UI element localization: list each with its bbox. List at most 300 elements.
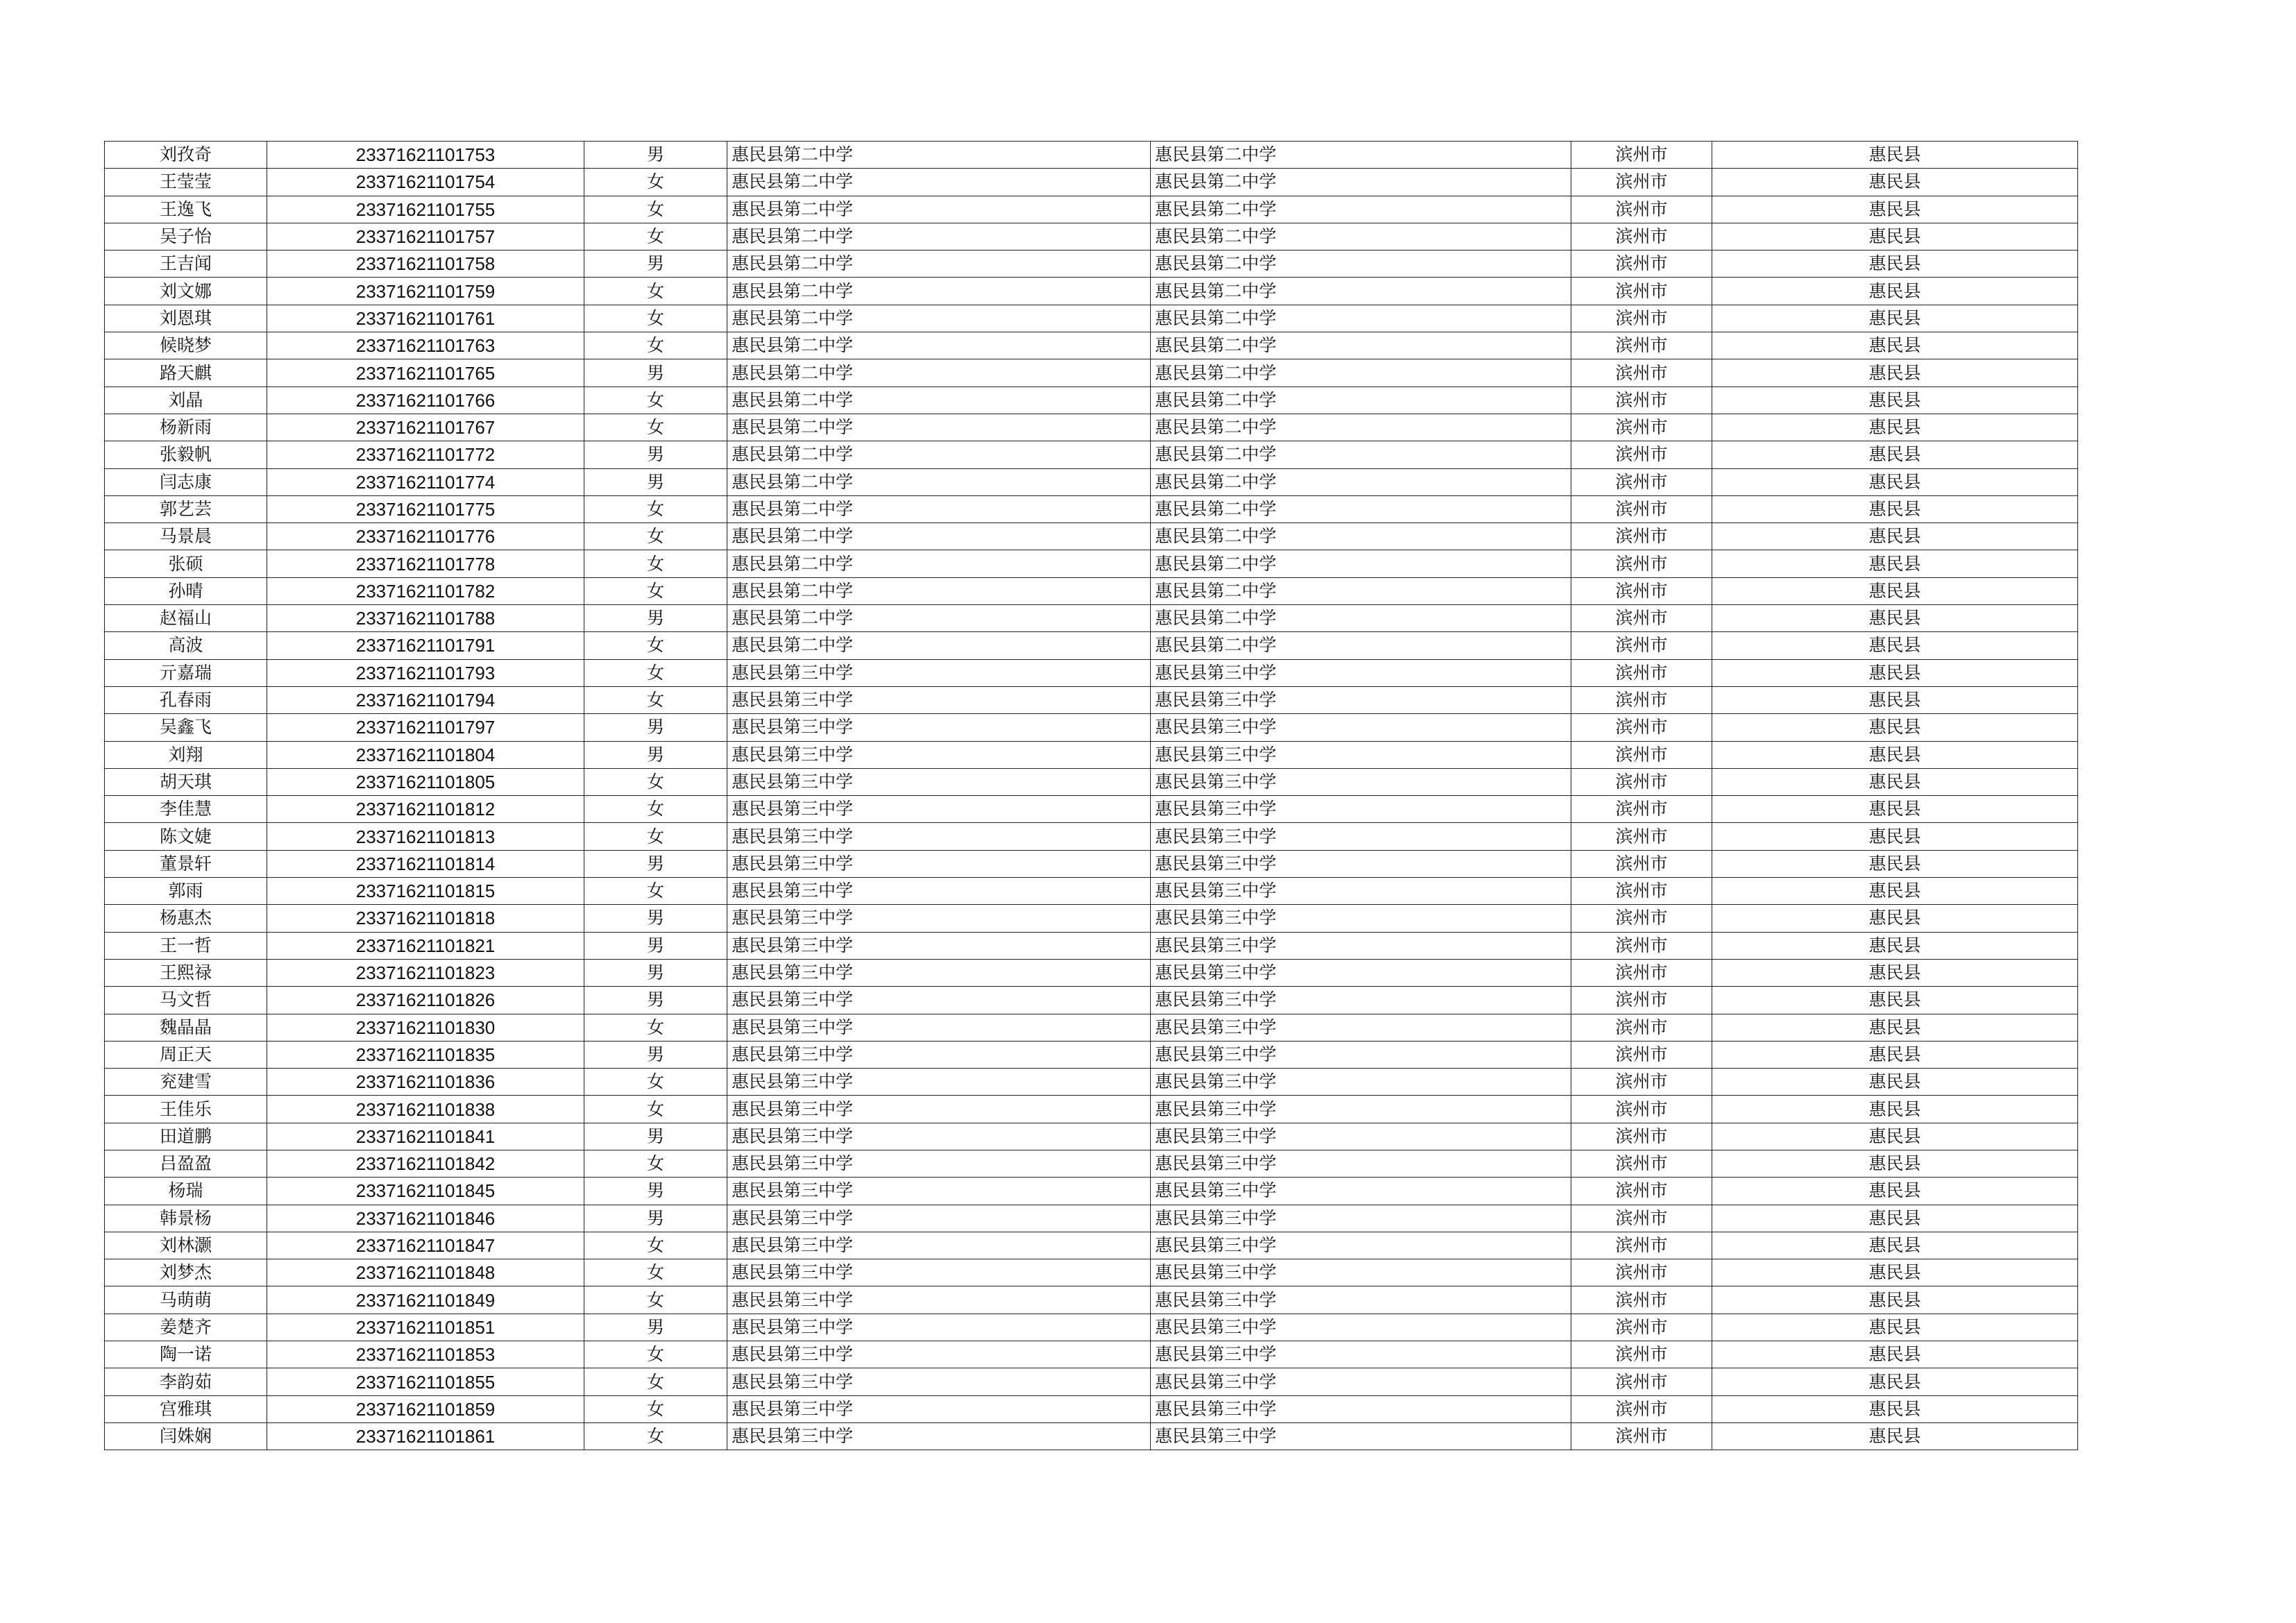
city-cell: 滨州市 (1571, 495, 1712, 522)
student-id-cell: 23371621101774 (267, 468, 584, 495)
table-row (105, 523, 2078, 550)
gender-cell: 男 (584, 1123, 727, 1150)
name-cell: 王逸飞 (105, 196, 267, 223)
city-cell: 滨州市 (1571, 741, 1712, 768)
county-cell: 惠民县 (1712, 142, 2078, 169)
table-row (105, 495, 2078, 522)
school-cell: 惠民县第三中学 (727, 741, 1151, 768)
table-row (105, 1178, 2078, 1205)
city-cell: 滨州市 (1571, 1096, 1712, 1123)
student-id-cell: 23371621101782 (267, 577, 584, 604)
school-cell: 惠民县第三中学 (727, 768, 1151, 795)
exam-site-cell: 惠民县第二中学 (1151, 414, 1571, 441)
exam-site-cell: 惠民县第三中学 (1151, 1178, 1571, 1205)
county-cell: 惠民县 (1712, 605, 2078, 632)
city-cell: 滨州市 (1571, 169, 1712, 196)
table-row (105, 714, 2078, 741)
table-row (105, 1341, 2078, 1368)
exam-site-cell: 惠民县第三中学 (1151, 796, 1571, 823)
gender-cell: 男 (584, 1041, 727, 1068)
county-cell: 惠民县 (1712, 223, 2078, 250)
student-id-cell: 23371621101759 (267, 278, 584, 305)
gender-cell: 男 (584, 605, 727, 632)
name-cell: 刘林灏 (105, 1232, 267, 1259)
school-cell: 惠民县第三中学 (727, 1259, 1151, 1286)
student-id-cell: 23371621101849 (267, 1286, 584, 1314)
gender-cell: 女 (584, 1150, 727, 1177)
gender-cell: 男 (584, 905, 727, 932)
county-cell: 惠民县 (1712, 1341, 2078, 1368)
table-row (105, 1232, 2078, 1259)
school-cell: 惠民县第三中学 (727, 850, 1151, 877)
table-row (105, 305, 2078, 332)
city-cell: 滨州市 (1571, 577, 1712, 604)
city-cell: 滨州市 (1571, 1014, 1712, 1041)
name-cell: 韩景杨 (105, 1205, 267, 1232)
name-cell: 王吉闻 (105, 250, 267, 278)
city-cell: 滨州市 (1571, 468, 1712, 495)
city-cell: 滨州市 (1571, 1314, 1712, 1341)
name-cell: 李佳慧 (105, 796, 267, 823)
gender-cell: 女 (584, 686, 727, 713)
school-cell: 惠民县第三中学 (727, 959, 1151, 986)
name-cell: 杨新雨 (105, 414, 267, 441)
gender-cell: 男 (584, 850, 727, 877)
county-cell: 惠民县 (1712, 659, 2078, 686)
name-cell: 胡天琪 (105, 768, 267, 795)
gender-cell: 女 (584, 1069, 727, 1096)
exam-site-cell: 惠民县第二中学 (1151, 305, 1571, 332)
school-cell: 惠民县第三中学 (727, 932, 1151, 959)
name-cell: 吴鑫飞 (105, 714, 267, 741)
gender-cell: 女 (584, 1395, 727, 1422)
gender-cell: 女 (584, 305, 727, 332)
student-id-cell: 23371621101778 (267, 550, 584, 577)
table-row (105, 905, 2078, 932)
gender-cell: 女 (584, 414, 727, 441)
table-row (105, 169, 2078, 196)
city-cell: 滨州市 (1571, 523, 1712, 550)
exam-site-cell: 惠民县第三中学 (1151, 1150, 1571, 1177)
county-cell: 惠民县 (1712, 1259, 2078, 1286)
table-row (105, 359, 2078, 386)
student-id-cell: 23371621101761 (267, 305, 584, 332)
gender-cell: 男 (584, 959, 727, 986)
student-id-cell: 23371621101753 (267, 142, 584, 169)
gender-cell: 女 (584, 523, 727, 550)
exam-site-cell: 惠民县第二中学 (1151, 441, 1571, 468)
name-cell: 马文哲 (105, 987, 267, 1014)
name-cell: 陶一诺 (105, 1341, 267, 1368)
county-cell: 惠民县 (1712, 959, 2078, 986)
school-cell: 惠民县第二中学 (727, 605, 1151, 632)
county-cell: 惠民县 (1712, 878, 2078, 905)
table-row (105, 959, 2078, 986)
gender-cell: 男 (584, 468, 727, 495)
student-id-cell: 23371621101815 (267, 878, 584, 905)
table-row (105, 768, 2078, 795)
table-row (105, 1368, 2078, 1395)
gender-cell: 女 (584, 332, 727, 359)
table-row (105, 850, 2078, 877)
city-cell: 滨州市 (1571, 1041, 1712, 1068)
table-row (105, 386, 2078, 414)
school-cell: 惠民县第二中学 (727, 223, 1151, 250)
school-cell: 惠民县第三中学 (727, 1314, 1151, 1341)
table-row (105, 441, 2078, 468)
student-id-cell: 23371621101814 (267, 850, 584, 877)
city-cell: 滨州市 (1571, 768, 1712, 795)
student-id-cell: 23371621101765 (267, 359, 584, 386)
exam-site-cell: 惠民县第三中学 (1151, 959, 1571, 986)
school-cell: 惠民县第二中学 (727, 632, 1151, 659)
name-cell: 杨瑞 (105, 1178, 267, 1205)
name-cell: 马景晨 (105, 523, 267, 550)
exam-site-cell: 惠民县第三中学 (1151, 741, 1571, 768)
exam-site-cell: 惠民县第三中学 (1151, 1232, 1571, 1259)
table-row (105, 741, 2078, 768)
county-cell: 惠民县 (1712, 550, 2078, 577)
gender-cell: 男 (584, 932, 727, 959)
name-cell: 闫志康 (105, 468, 267, 495)
gender-cell: 女 (584, 1422, 727, 1450)
school-cell: 惠民县第二中学 (727, 550, 1151, 577)
county-cell: 惠民县 (1712, 850, 2078, 877)
exam-site-cell: 惠民县第三中学 (1151, 1368, 1571, 1395)
table-body (105, 142, 2078, 1450)
student-id-cell: 23371621101805 (267, 768, 584, 795)
county-cell: 惠民县 (1712, 196, 2078, 223)
student-id-cell: 23371621101846 (267, 1205, 584, 1232)
student-roster-table (104, 141, 2078, 1450)
school-cell: 惠民县第二中学 (727, 169, 1151, 196)
name-cell: 吴子怡 (105, 223, 267, 250)
student-id-cell: 23371621101793 (267, 659, 584, 686)
name-cell: 吕盈盈 (105, 1150, 267, 1177)
city-cell: 滨州市 (1571, 278, 1712, 305)
student-id-cell: 23371621101845 (267, 1178, 584, 1205)
name-cell: 高波 (105, 632, 267, 659)
city-cell: 滨州市 (1571, 1422, 1712, 1450)
county-cell: 惠民县 (1712, 632, 2078, 659)
city-cell: 滨州市 (1571, 223, 1712, 250)
county-cell: 惠民县 (1712, 1123, 2078, 1150)
city-cell: 滨州市 (1571, 250, 1712, 278)
school-cell: 惠民县第三中学 (727, 1232, 1151, 1259)
county-cell: 惠民县 (1712, 987, 2078, 1014)
table-row (105, 1123, 2078, 1150)
gender-cell: 男 (584, 1178, 727, 1205)
student-id-cell: 23371621101772 (267, 441, 584, 468)
table-row (105, 550, 2078, 577)
student-id-cell: 23371621101838 (267, 1096, 584, 1123)
gender-cell: 女 (584, 878, 727, 905)
exam-site-cell: 惠民县第三中学 (1151, 932, 1571, 959)
student-id-cell: 23371621101842 (267, 1150, 584, 1177)
student-id-cell: 23371621101855 (267, 1368, 584, 1395)
school-cell: 惠民县第三中学 (727, 1286, 1151, 1314)
gender-cell: 男 (584, 714, 727, 741)
city-cell: 滨州市 (1571, 823, 1712, 850)
student-id-cell: 23371621101830 (267, 1014, 584, 1041)
gender-cell: 女 (584, 386, 727, 414)
gender-cell: 女 (584, 577, 727, 604)
city-cell: 滨州市 (1571, 1178, 1712, 1205)
gender-cell: 女 (584, 1014, 727, 1041)
city-cell: 滨州市 (1571, 142, 1712, 169)
student-id-cell: 23371621101776 (267, 523, 584, 550)
city-cell: 滨州市 (1571, 1150, 1712, 1177)
exam-site-cell: 惠民县第三中学 (1151, 1341, 1571, 1368)
school-cell: 惠民县第三中学 (727, 823, 1151, 850)
gender-cell: 女 (584, 1341, 727, 1368)
city-cell: 滨州市 (1571, 1395, 1712, 1422)
name-cell: 孔春雨 (105, 686, 267, 713)
school-cell: 惠民县第二中学 (727, 441, 1151, 468)
city-cell: 滨州市 (1571, 1286, 1712, 1314)
county-cell: 惠民县 (1712, 823, 2078, 850)
name-cell: 王熙禄 (105, 959, 267, 986)
school-cell: 惠民县第三中学 (727, 1422, 1151, 1450)
student-id-cell: 23371621101767 (267, 414, 584, 441)
table-row (105, 605, 2078, 632)
name-cell: 路天麒 (105, 359, 267, 386)
school-cell: 惠民县第三中学 (727, 1014, 1151, 1041)
exam-site-cell: 惠民县第二中学 (1151, 495, 1571, 522)
school-cell: 惠民县第三中学 (727, 1041, 1151, 1068)
county-cell: 惠民县 (1712, 468, 2078, 495)
table-row (105, 1096, 2078, 1123)
exam-site-cell: 惠民县第二中学 (1151, 278, 1571, 305)
gender-cell: 女 (584, 632, 727, 659)
county-cell: 惠民县 (1712, 577, 2078, 604)
student-id-cell: 23371621101813 (267, 823, 584, 850)
exam-site-cell: 惠民县第三中学 (1151, 1205, 1571, 1232)
city-cell: 滨州市 (1571, 686, 1712, 713)
school-cell: 惠民县第二中学 (727, 332, 1151, 359)
student-id-cell: 23371621101766 (267, 386, 584, 414)
city-cell: 滨州市 (1571, 878, 1712, 905)
city-cell: 滨州市 (1571, 905, 1712, 932)
school-cell: 惠民县第二中学 (727, 495, 1151, 522)
name-cell: 张硕 (105, 550, 267, 577)
student-id-cell: 23371621101847 (267, 1232, 584, 1259)
county-cell: 惠民县 (1712, 1041, 2078, 1068)
city-cell: 滨州市 (1571, 386, 1712, 414)
exam-site-cell: 惠民县第二中学 (1151, 468, 1571, 495)
city-cell: 滨州市 (1571, 1069, 1712, 1096)
exam-site-cell: 惠民县第三中学 (1151, 1014, 1571, 1041)
school-cell: 惠民县第三中学 (727, 987, 1151, 1014)
county-cell: 惠民县 (1712, 1150, 2078, 1177)
school-cell: 惠民县第二中学 (727, 468, 1151, 495)
city-cell: 滨州市 (1571, 796, 1712, 823)
county-cell: 惠民县 (1712, 441, 2078, 468)
gender-cell: 女 (584, 495, 727, 522)
exam-site-cell: 惠民县第三中学 (1151, 823, 1571, 850)
school-cell: 惠民县第三中学 (727, 905, 1151, 932)
student-id-cell: 23371621101812 (267, 796, 584, 823)
exam-site-cell: 惠民县第三中学 (1151, 905, 1571, 932)
exam-site-cell: 惠民县第二中学 (1151, 169, 1571, 196)
student-id-cell: 23371621101818 (267, 905, 584, 932)
name-cell: 孙晴 (105, 577, 267, 604)
gender-cell: 女 (584, 659, 727, 686)
exam-site-cell: 惠民县第三中学 (1151, 878, 1571, 905)
city-cell: 滨州市 (1571, 332, 1712, 359)
county-cell: 惠民县 (1712, 1205, 2078, 1232)
exam-site-cell: 惠民县第二中学 (1151, 223, 1571, 250)
county-cell: 惠民县 (1712, 741, 2078, 768)
city-cell: 滨州市 (1571, 987, 1712, 1014)
name-cell: 赵福山 (105, 605, 267, 632)
table-row (105, 1314, 2078, 1341)
student-id-cell: 23371621101841 (267, 1123, 584, 1150)
table-row (105, 1014, 2078, 1041)
county-cell: 惠民县 (1712, 305, 2078, 332)
table-row (105, 932, 2078, 959)
name-cell: 李韵茹 (105, 1368, 267, 1395)
county-cell: 惠民县 (1712, 1178, 2078, 1205)
gender-cell: 男 (584, 1314, 727, 1341)
county-cell: 惠民县 (1712, 1069, 2078, 1096)
table-row (105, 1286, 2078, 1314)
city-cell: 滨州市 (1571, 932, 1712, 959)
school-cell: 惠民县第三中学 (727, 1178, 1151, 1205)
table-row (105, 1395, 2078, 1422)
student-id-cell: 23371621101853 (267, 1341, 584, 1368)
county-cell: 惠民县 (1712, 386, 2078, 414)
exam-site-cell: 惠民县第二中学 (1151, 523, 1571, 550)
table-row (105, 250, 2078, 278)
exam-site-cell: 惠民县第三中学 (1151, 659, 1571, 686)
school-cell: 惠民县第三中学 (727, 659, 1151, 686)
table-row (105, 223, 2078, 250)
name-cell: 杨惠杰 (105, 905, 267, 932)
student-id-cell: 23371621101763 (267, 332, 584, 359)
name-cell: 刘晶 (105, 386, 267, 414)
gender-cell: 女 (584, 278, 727, 305)
student-id-cell: 23371621101826 (267, 987, 584, 1014)
school-cell: 惠民县第三中学 (727, 714, 1151, 741)
city-cell: 滨州市 (1571, 1368, 1712, 1395)
table-row (105, 278, 2078, 305)
exam-site-cell: 惠民县第二中学 (1151, 359, 1571, 386)
gender-cell: 女 (584, 796, 727, 823)
county-cell: 惠民县 (1712, 932, 2078, 959)
school-cell: 惠民县第二中学 (727, 305, 1151, 332)
student-id-cell: 23371621101797 (267, 714, 584, 741)
exam-site-cell: 惠民县第三中学 (1151, 850, 1571, 877)
school-cell: 惠民县第三中学 (727, 1150, 1151, 1177)
exam-site-cell: 惠民县第二中学 (1151, 332, 1571, 359)
student-id-cell: 23371621101821 (267, 932, 584, 959)
county-cell: 惠民县 (1712, 414, 2078, 441)
county-cell: 惠民县 (1712, 278, 2078, 305)
gender-cell: 男 (584, 441, 727, 468)
name-cell: 姜楚齐 (105, 1314, 267, 1341)
school-cell: 惠民县第三中学 (727, 1368, 1151, 1395)
school-cell: 惠民县第二中学 (727, 359, 1151, 386)
name-cell: 亓嘉瑞 (105, 659, 267, 686)
school-cell: 惠民县第三中学 (727, 1341, 1151, 1368)
exam-site-cell: 惠民县第二中学 (1151, 605, 1571, 632)
table-row (105, 659, 2078, 686)
table-row (105, 987, 2078, 1014)
name-cell: 魏晶晶 (105, 1014, 267, 1041)
exam-site-cell: 惠民县第三中学 (1151, 1096, 1571, 1123)
city-cell: 滨州市 (1571, 359, 1712, 386)
city-cell: 滨州市 (1571, 605, 1712, 632)
table-row (105, 686, 2078, 713)
exam-site-cell: 惠民县第三中学 (1151, 1123, 1571, 1150)
gender-cell: 男 (584, 741, 727, 768)
city-cell: 滨州市 (1571, 1259, 1712, 1286)
name-cell: 候晓梦 (105, 332, 267, 359)
school-cell: 惠民县第三中学 (727, 1123, 1151, 1150)
county-cell: 惠民县 (1712, 523, 2078, 550)
gender-cell: 女 (584, 1096, 727, 1123)
student-id-cell: 23371621101848 (267, 1259, 584, 1286)
exam-site-cell: 惠民县第三中学 (1151, 768, 1571, 795)
name-cell: 田道鹏 (105, 1123, 267, 1150)
city-cell: 滨州市 (1571, 1232, 1712, 1259)
table-row (105, 332, 2078, 359)
table-row (105, 823, 2078, 850)
name-cell: 周正天 (105, 1041, 267, 1068)
gender-cell: 女 (584, 823, 727, 850)
table-row (105, 796, 2078, 823)
name-cell: 董景轩 (105, 850, 267, 877)
school-cell: 惠民县第二中学 (727, 577, 1151, 604)
name-cell: 马萌萌 (105, 1286, 267, 1314)
name-cell: 郭艺芸 (105, 495, 267, 522)
county-cell: 惠民县 (1712, 1368, 2078, 1395)
name-cell: 刘翔 (105, 741, 267, 768)
student-id-cell: 23371621101775 (267, 495, 584, 522)
student-id-cell: 23371621101791 (267, 632, 584, 659)
exam-site-cell: 惠民县第三中学 (1151, 1041, 1571, 1068)
school-cell: 惠民县第二中学 (727, 142, 1151, 169)
county-cell: 惠民县 (1712, 332, 2078, 359)
school-cell: 惠民县第二中学 (727, 386, 1151, 414)
gender-cell: 女 (584, 550, 727, 577)
student-id-cell: 23371621101755 (267, 196, 584, 223)
city-cell: 滨州市 (1571, 659, 1712, 686)
table-row (105, 1259, 2078, 1286)
name-cell: 刘梦杰 (105, 1259, 267, 1286)
table-row (105, 878, 2078, 905)
school-cell: 惠民县第三中学 (727, 1205, 1151, 1232)
city-cell: 滨州市 (1571, 850, 1712, 877)
exam-site-cell: 惠民县第三中学 (1151, 1314, 1571, 1341)
name-cell: 王一哲 (105, 932, 267, 959)
table-row (105, 1041, 2078, 1068)
city-cell: 滨州市 (1571, 414, 1712, 441)
name-cell: 宫雅琪 (105, 1395, 267, 1422)
table-row (105, 577, 2078, 604)
name-cell: 张毅帆 (105, 441, 267, 468)
student-id-cell: 23371621101757 (267, 223, 584, 250)
table-row (105, 1422, 2078, 1450)
name-cell: 刘恩琪 (105, 305, 267, 332)
county-cell: 惠民县 (1712, 686, 2078, 713)
table-row (105, 1205, 2078, 1232)
exam-site-cell: 惠民县第二中学 (1151, 577, 1571, 604)
name-cell: 闫姝娴 (105, 1422, 267, 1450)
exam-site-cell: 惠民县第二中学 (1151, 196, 1571, 223)
gender-cell: 男 (584, 359, 727, 386)
